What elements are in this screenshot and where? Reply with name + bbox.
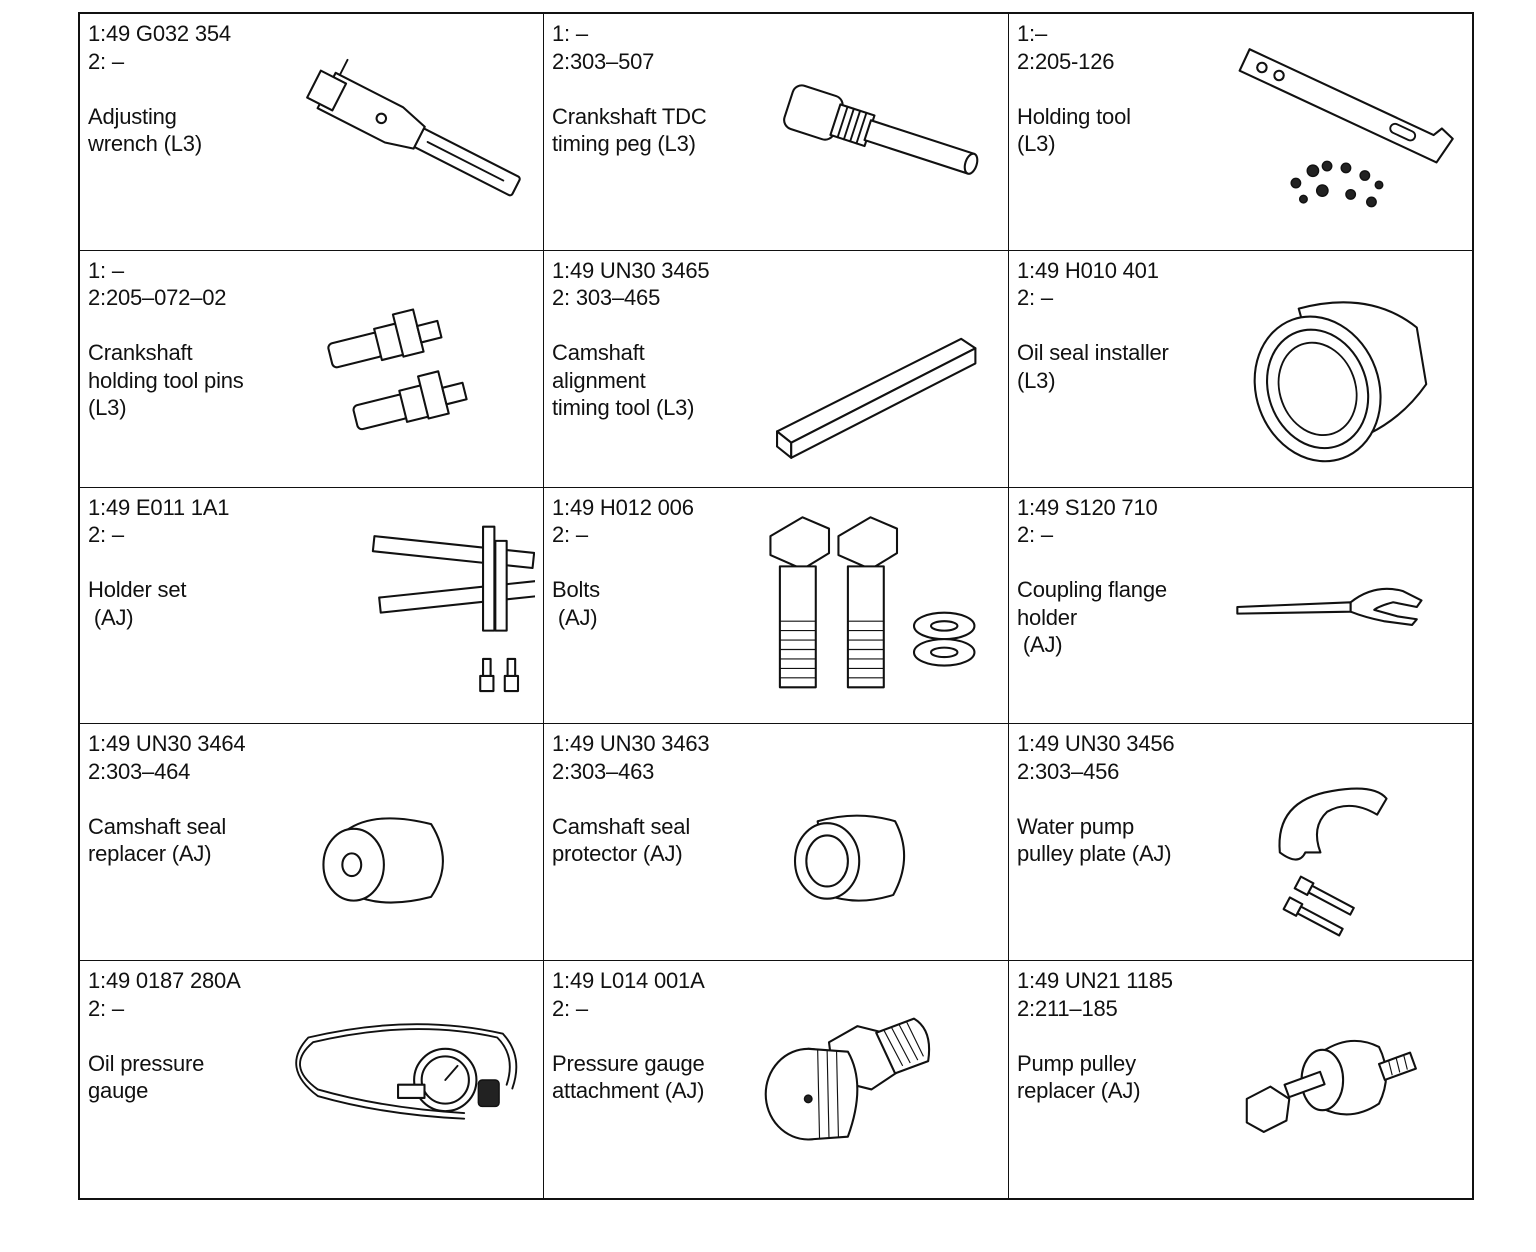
tool-cell-8 <box>544 488 1009 725</box>
part-number-1: 1: – <box>552 21 588 46</box>
holder-set-icon <box>280 502 535 712</box>
pulley-replacer-icon <box>1209 975 1464 1185</box>
tool-name-line: (AJ) <box>552 604 598 630</box>
gauge-attachment-icon <box>744 975 999 1185</box>
tool-name <box>88 339 293 422</box>
part-number-1: 1: – <box>88 257 124 283</box>
part-number-1: 1:49 UN21 1185 <box>1017 968 1173 994</box>
special-tools-table <box>78 12 1474 1200</box>
tool-text <box>1017 730 1222 868</box>
tool-name-line: (L3) <box>1017 131 1056 156</box>
part-number-1: 1:49 S120 710 <box>1017 494 1158 520</box>
tool-name <box>552 813 757 868</box>
part-number-1: 1:49 G032 354 <box>88 21 231 46</box>
tool-text <box>88 730 293 868</box>
tool-name <box>1017 813 1222 868</box>
tool-name-line: timing peg (L3) <box>552 131 696 156</box>
tool-name <box>552 576 757 631</box>
tool-name-line: Holding tool <box>1017 103 1131 129</box>
tool-cell-13 <box>80 961 544 1198</box>
part-number-2: 2: – <box>88 995 124 1021</box>
tool-name <box>88 576 293 631</box>
part-number-1: 1:49 H010 401 <box>1017 257 1159 283</box>
tool-text <box>1017 494 1222 659</box>
tool-cell-15 <box>1009 961 1472 1198</box>
tool-name <box>552 1050 757 1105</box>
tool-name-line: Holder set <box>88 577 187 603</box>
tool-text <box>88 494 293 632</box>
tool-text <box>1017 20 1222 158</box>
tool-name-line: Bolts <box>552 577 600 603</box>
tool-name-line: (L3) <box>1017 367 1056 393</box>
tool-name-line: Water pump <box>1017 813 1135 839</box>
tool-name-line: Oil pressure <box>88 1050 205 1076</box>
tool-name-line: Crankshaft <box>88 340 193 366</box>
part-number-2: 2:211–185 <box>1017 995 1118 1021</box>
tool-name-line: timing tool (L3) <box>552 395 695 421</box>
tool-cell-1 <box>80 14 544 251</box>
part-number-2: 2: – <box>1017 285 1053 311</box>
tool-name-line: Oil seal installer <box>1017 340 1169 366</box>
part-number-2: 2: – <box>1017 522 1053 548</box>
tool-cell-14 <box>544 961 1009 1198</box>
tool-name-line: Crankshaft TDC <box>552 103 707 129</box>
tool-name-line: (AJ) <box>1017 632 1063 658</box>
tool-name-line: holding tool pins <box>88 367 244 393</box>
tool-name <box>552 103 757 158</box>
part-number-2: 2:205–072–02 <box>88 285 227 311</box>
part-number-1: 1:49 L014 001A <box>552 968 705 994</box>
pulley-plate-icon <box>1209 738 1464 948</box>
tool-name <box>88 103 293 158</box>
tool-cell-11 <box>544 724 1009 961</box>
part-number-1: 1:49 UN30 3465 <box>552 257 710 283</box>
tool-name <box>1017 1050 1222 1105</box>
part-number-1: 1:49 E011 1A1 <box>88 494 230 520</box>
tool-cell-7 <box>80 488 544 725</box>
tool-name-line: holder <box>1017 604 1077 630</box>
part-number-1: 1:49 UN30 3456 <box>1017 731 1175 757</box>
tool-cell-6 <box>1009 251 1472 488</box>
tool-text <box>552 967 757 1105</box>
holding-tool-icon <box>1209 28 1464 238</box>
part-number-2: 2: – <box>88 48 124 74</box>
tool-cell-9 <box>1009 488 1472 725</box>
tool-cell-10 <box>80 724 544 961</box>
seal-replacer-icon <box>280 738 535 948</box>
tool-name <box>1017 103 1222 158</box>
part-number-1: 1:49 UN30 3464 <box>88 731 246 757</box>
tool-text <box>88 20 293 158</box>
part-number-2: 2:303–456 <box>1017 758 1120 784</box>
part-number-1: 1:49 0187 280A <box>88 968 241 994</box>
tool-name <box>552 339 757 422</box>
tool-text <box>1017 967 1222 1105</box>
tool-name-line: attachment (AJ) <box>552 1078 705 1104</box>
tool-text <box>552 257 757 422</box>
tool-name <box>1017 576 1222 659</box>
tool-name-line: Pressure gauge <box>552 1050 705 1076</box>
tool-name-line: Pump pulley <box>1017 1050 1136 1076</box>
tool-name-line: pulley plate (AJ) <box>1017 841 1172 867</box>
holding-pins-icon <box>280 265 535 475</box>
part-number-2: 2: – <box>552 522 588 548</box>
part-number-2: 2:303–463 <box>552 758 655 784</box>
part-number-2: 2:303–464 <box>88 758 191 784</box>
tool-name-line: (AJ) <box>88 604 134 630</box>
tool-text <box>552 494 757 632</box>
tool-text <box>1017 257 1222 395</box>
tool-name-line: Adjusting <box>88 103 177 129</box>
part-number-1: 1:49 UN30 3463 <box>552 731 710 757</box>
tool-cell-4 <box>80 251 544 488</box>
adjusting-wrench-icon <box>280 28 535 238</box>
seal-protector-icon <box>744 738 999 948</box>
tool-text <box>552 730 757 868</box>
seal-installer-icon <box>1209 265 1464 475</box>
tool-text <box>552 20 757 158</box>
part-number-2: 2: – <box>552 995 588 1021</box>
part-number-1: 1:– <box>1017 21 1047 46</box>
tool-name-line: protector (AJ) <box>552 841 683 867</box>
part-number-2: 2:303–507 <box>552 48 655 74</box>
tool-name <box>88 1050 293 1105</box>
tool-name <box>88 813 293 868</box>
tool-cell-2 <box>544 14 1009 251</box>
part-number-2: 2:205-126 <box>1017 48 1115 74</box>
tool-text <box>88 257 293 422</box>
tool-name-line: alignment <box>552 367 646 393</box>
tool-cell-5 <box>544 251 1009 488</box>
tool-name-line: wrench (L3) <box>88 131 202 156</box>
tool-name <box>1017 339 1222 394</box>
pressure-gauge-icon <box>280 975 535 1185</box>
tool-name-line: Camshaft seal <box>552 813 691 839</box>
tool-name-line: Camshaft <box>552 340 645 366</box>
tool-name-line: replacer (AJ) <box>1017 1078 1141 1104</box>
bolts-icon <box>744 502 999 712</box>
tool-name-line: Coupling flange <box>1017 577 1167 603</box>
alignment-bar-icon <box>744 265 999 475</box>
flange-holder-icon <box>1209 502 1464 712</box>
tool-cell-12 <box>1009 724 1472 961</box>
tool-name-line: replacer (AJ) <box>88 841 212 867</box>
tool-text <box>88 967 293 1105</box>
tool-name-line: Camshaft seal <box>88 813 227 839</box>
timing-peg-icon <box>744 28 999 238</box>
part-number-2: 2: 303–465 <box>552 285 661 311</box>
tool-cell-3 <box>1009 14 1472 251</box>
tool-name-line: (L3) <box>88 395 127 421</box>
part-number-1: 1:49 H012 006 <box>552 494 694 520</box>
part-number-2: 2: – <box>88 522 124 548</box>
tool-name-line: gauge <box>88 1078 149 1104</box>
